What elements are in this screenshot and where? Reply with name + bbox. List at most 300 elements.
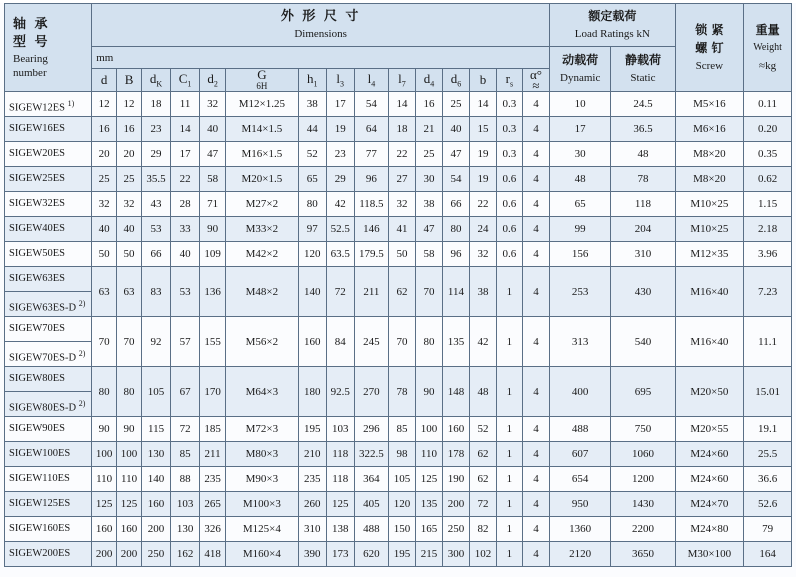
cell-alpha: 4: [522, 117, 549, 142]
cell-d4: 58: [415, 242, 442, 267]
cell-l4: 211: [354, 267, 388, 317]
cell-C1: 14: [171, 117, 200, 142]
bearing-model-cell: SIGEW70ES SIGEW70ES-D $^{2)}$: [5, 317, 92, 367]
cell-rs: 0.3: [496, 142, 522, 167]
cell-d6: 47: [442, 142, 469, 167]
cell-dK: 160: [142, 492, 171, 517]
cell-rs: 1: [496, 442, 522, 467]
cell-weight: 15.01: [744, 367, 792, 417]
cell-B: 110: [117, 467, 142, 492]
table-row: [5, 242, 792, 267]
cell-d4: 47: [415, 217, 442, 242]
cell-rs: 1: [496, 542, 522, 567]
cell-l3: 92.5: [326, 367, 354, 417]
cell-d4: 30: [415, 167, 442, 192]
cell-B: 40: [117, 217, 142, 242]
cell-b: 62: [469, 442, 496, 467]
cell-C1: 130: [171, 517, 200, 542]
cell-l4: 296: [354, 417, 388, 442]
cell-B: 70: [117, 317, 142, 367]
bearing-model-cell: SIGEW32ES: [5, 192, 92, 217]
cell-d4: 25: [415, 142, 442, 167]
cell-l4: 620: [354, 542, 388, 567]
cell-alpha: 4: [522, 317, 549, 367]
cell-h1: 38: [298, 92, 326, 117]
cell-l7: 14: [389, 92, 416, 117]
cell-stat: 750: [611, 417, 675, 442]
cell-d2: 170: [200, 367, 226, 417]
weight-header: [744, 4, 792, 92]
cell-l7: 62: [389, 267, 416, 317]
cell-l3: 29: [326, 167, 354, 192]
cell-l3: 118: [326, 467, 354, 492]
cell-d: 16: [92, 117, 117, 142]
cell-B: 90: [117, 417, 142, 442]
cell-d2: 211: [200, 442, 226, 467]
cell-l4: 54: [354, 92, 388, 117]
col-h1: $h_1$: [298, 69, 326, 92]
cell-d: 80: [92, 367, 117, 417]
cell-dyn: 607: [550, 442, 611, 467]
table-row: [5, 192, 792, 217]
cell-C1: 28: [171, 192, 200, 217]
cell-weight: 2.18: [744, 217, 792, 242]
cell-l3: 138: [326, 517, 354, 542]
cell-h1: 44: [298, 117, 326, 142]
cell-rs: 1: [496, 467, 522, 492]
weight-en: Weight: [753, 41, 782, 53]
cell-l7: 70: [389, 317, 416, 367]
cell-d6: 80: [442, 217, 469, 242]
cell-weight: 19.1: [744, 417, 792, 442]
cell-d2: 326: [200, 517, 226, 542]
cell-dK: 53: [142, 217, 171, 242]
cell-b: 62: [469, 467, 496, 492]
cell-d: 100: [92, 442, 117, 467]
cell-C1: 72: [171, 417, 200, 442]
table-row: [5, 367, 792, 417]
static-header: [611, 47, 675, 92]
cell-G: M56×2: [226, 317, 299, 367]
cell-l4: 77: [354, 142, 388, 167]
col-dK: $d_K$: [142, 69, 171, 92]
screw-en: Screw: [695, 59, 724, 72]
cell-C1: 33: [171, 217, 200, 242]
cell-C1: 88: [171, 467, 200, 492]
cell-d: 25: [92, 167, 117, 192]
cell-h1: 180: [298, 367, 326, 417]
cell-alpha: 4: [522, 417, 549, 442]
cell-G: M90×3: [226, 467, 299, 492]
cell-l4: 245: [354, 317, 388, 367]
cell-stat: 36.5: [611, 117, 675, 142]
cell-rs: 0.6: [496, 167, 522, 192]
cell-alpha: 4: [522, 467, 549, 492]
table-row: [5, 267, 792, 317]
cell-dyn: 1360: [550, 517, 611, 542]
cell-b: 102: [469, 542, 496, 567]
bearing-model-cell: SIGEW90ES: [5, 417, 92, 442]
cell-B: 125: [117, 492, 142, 517]
cell-d: 125: [92, 492, 117, 517]
cell-l3: 42: [326, 192, 354, 217]
cell-rs: 0.6: [496, 192, 522, 217]
cell-B: 200: [117, 542, 142, 567]
cell-l3: 52.5: [326, 217, 354, 242]
cell-weight: 0.11: [744, 92, 792, 117]
cell-C1: 67: [171, 367, 200, 417]
cell-l4: 64: [354, 117, 388, 142]
cell-rs: 1: [496, 267, 522, 317]
cell-G: M160×4: [226, 542, 299, 567]
cell-d4: 125: [415, 467, 442, 492]
bearing-model-cell: SIGEW160ES: [5, 517, 92, 542]
cell-d6: 300: [442, 542, 469, 567]
bearing-cn-line2: 型 号: [13, 34, 50, 50]
cell-l4: 270: [354, 367, 388, 417]
cell-b: 15: [469, 117, 496, 142]
cell-h1: 195: [298, 417, 326, 442]
cell-C1: 57: [171, 317, 200, 367]
cell-l3: 19: [326, 117, 354, 142]
cell-alpha: 4: [522, 267, 549, 317]
cell-b: 48: [469, 367, 496, 417]
cell-screw: M12×35: [675, 242, 744, 267]
cell-d4: 38: [415, 192, 442, 217]
cell-h1: 140: [298, 267, 326, 317]
cell-rs: 1: [496, 517, 522, 542]
cell-stat: 2200: [611, 517, 675, 542]
cell-d: 160: [92, 517, 117, 542]
cell-B: 20: [117, 142, 142, 167]
cell-B: 25: [117, 167, 142, 192]
dimensions-header: [92, 4, 550, 47]
col-b: b: [469, 69, 496, 92]
table-row: [5, 542, 792, 567]
cell-d2: 109: [200, 242, 226, 267]
cell-dyn: 253: [550, 267, 611, 317]
cell-screw: M8×20: [675, 142, 744, 167]
cell-dyn: 488: [550, 417, 611, 442]
cell-G: M16×1.5: [226, 142, 299, 167]
cell-h1: 210: [298, 442, 326, 467]
cell-d4: 21: [415, 117, 442, 142]
cell-rs: 1: [496, 367, 522, 417]
cell-h1: 390: [298, 542, 326, 567]
cell-d6: 96: [442, 242, 469, 267]
cell-C1: 11: [171, 92, 200, 117]
cell-alpha: 4: [522, 542, 549, 567]
weight-cn: 重量: [755, 22, 780, 37]
cell-d4: 90: [415, 367, 442, 417]
bearing-model-cell: SIGEW110ES: [5, 467, 92, 492]
cell-d2: 58: [200, 167, 226, 192]
cell-d2: 418: [200, 542, 226, 567]
cell-dyn: 2120: [550, 542, 611, 567]
cell-B: 80: [117, 367, 142, 417]
cell-alpha: 4: [522, 242, 549, 267]
cell-h1: 97: [298, 217, 326, 242]
table-header: [5, 4, 792, 92]
bearing-model-cell: SIGEW12ES $^{1)}$: [5, 92, 92, 117]
cell-dK: 35.5: [142, 167, 171, 192]
cell-alpha: 4: [522, 442, 549, 467]
load-ratings-en: Load Ratings kN: [574, 28, 650, 40]
cell-d6: 190: [442, 467, 469, 492]
cell-weight: 1.15: [744, 192, 792, 217]
cell-dK: 66: [142, 242, 171, 267]
cell-alpha: 4: [522, 217, 549, 242]
cell-b: 19: [469, 142, 496, 167]
screw-cn-line1: 锁 紧: [695, 22, 724, 37]
table-body: [5, 92, 792, 567]
col-d4: $d_4$: [415, 69, 442, 92]
cell-l7: 120: [389, 492, 416, 517]
dimensions-cn: 外 形 尺 寸: [280, 9, 361, 24]
cell-alpha: 4: [522, 492, 549, 517]
dynamic-cn: 动载荷: [562, 53, 599, 67]
cell-G: M125×4: [226, 517, 299, 542]
cell-h1: 310: [298, 517, 326, 542]
table-row: [5, 117, 792, 142]
table-row: [5, 517, 792, 542]
cell-l7: 85: [389, 417, 416, 442]
cell-l4: 179.5: [354, 242, 388, 267]
cell-l7: 78: [389, 367, 416, 417]
cell-stat: 78: [611, 167, 675, 192]
table-row: [5, 317, 792, 367]
cell-l3: 23: [326, 142, 354, 167]
cell-screw: M8×20: [675, 167, 744, 192]
cell-rs: 0.6: [496, 242, 522, 267]
cell-screw: M20×55: [675, 417, 744, 442]
cell-stat: 24.5: [611, 92, 675, 117]
cell-b: 22: [469, 192, 496, 217]
cell-d2: 235: [200, 467, 226, 492]
cell-l4: 96: [354, 167, 388, 192]
col-C1: $C_1$: [171, 69, 200, 92]
cell-B: 160: [117, 517, 142, 542]
cell-screw: M24×70: [675, 492, 744, 517]
cell-d2: 40: [200, 117, 226, 142]
cell-d2: 136: [200, 267, 226, 317]
cell-l4: 322.5: [354, 442, 388, 467]
cell-screw: M10×25: [675, 217, 744, 242]
cell-dK: 29: [142, 142, 171, 167]
col-l4: $l_4$: [354, 69, 388, 92]
cell-C1: 17: [171, 142, 200, 167]
table-row: [5, 417, 792, 442]
cell-weight: 7.23: [744, 267, 792, 317]
cell-l7: 22: [389, 142, 416, 167]
cell-screw: M5×16: [675, 92, 744, 117]
cell-dK: 105: [142, 367, 171, 417]
cell-d6: 160: [442, 417, 469, 442]
cell-b: 82: [469, 517, 496, 542]
bearing-model-cell: SIGEW25ES: [5, 167, 92, 192]
cell-stat: 310: [611, 242, 675, 267]
cell-d6: 200: [442, 492, 469, 517]
cell-l3: 84: [326, 317, 354, 367]
cell-G: M20×1.5: [226, 167, 299, 192]
cell-dyn: 10: [550, 92, 611, 117]
cell-d: 12: [92, 92, 117, 117]
cell-l7: 150: [389, 517, 416, 542]
cell-l3: 17: [326, 92, 354, 117]
cell-weight: 25.5: [744, 442, 792, 467]
cell-stat: 1430: [611, 492, 675, 517]
cell-d6: 178: [442, 442, 469, 467]
cell-screw: M16×40: [675, 317, 744, 367]
bearing-cn-line1: 轴 承: [13, 16, 50, 32]
dynamic-en: Dynamic: [560, 72, 601, 84]
cell-alpha: 4: [522, 192, 549, 217]
cell-dyn: 17: [550, 117, 611, 142]
cell-dK: 115: [142, 417, 171, 442]
cell-weight: 164: [744, 542, 792, 567]
cell-dyn: 400: [550, 367, 611, 417]
cell-d6: 66: [442, 192, 469, 217]
cell-l7: 195: [389, 542, 416, 567]
cell-l7: 105: [389, 467, 416, 492]
cell-dK: 92: [142, 317, 171, 367]
cell-d2: 90: [200, 217, 226, 242]
cell-dK: 43: [142, 192, 171, 217]
cell-weight: 11.1: [744, 317, 792, 367]
cell-screw: M24×60: [675, 442, 744, 467]
cell-d4: 135: [415, 492, 442, 517]
col-d2: $d_2$: [200, 69, 226, 92]
cell-dyn: 313: [550, 317, 611, 367]
cell-l4: 364: [354, 467, 388, 492]
bearing-en-line2: number: [13, 66, 47, 79]
col-l3: $l_3$: [326, 69, 354, 92]
cell-dK: 140: [142, 467, 171, 492]
cell-weight: 0.62: [744, 167, 792, 192]
cell-C1: 53: [171, 267, 200, 317]
bearing-model-cell: SIGEW40ES: [5, 217, 92, 242]
col-d6: $d_6$: [442, 69, 469, 92]
cell-G: M48×2: [226, 267, 299, 317]
cell-rs: 0.3: [496, 117, 522, 142]
col-d: d: [92, 69, 117, 92]
cell-dK: 200: [142, 517, 171, 542]
cell-dyn: 99: [550, 217, 611, 242]
cell-h1: 80: [298, 192, 326, 217]
static-en: Static: [630, 72, 656, 84]
cell-G: M42×2: [226, 242, 299, 267]
cell-d4: 215: [415, 542, 442, 567]
cell-weight: 79: [744, 517, 792, 542]
cell-d6: 54: [442, 167, 469, 192]
cell-d: 20: [92, 142, 117, 167]
cell-b: 72: [469, 492, 496, 517]
bearing-model-cell: SIGEW20ES: [5, 142, 92, 167]
cell-d: 70: [92, 317, 117, 367]
cell-d: 32: [92, 192, 117, 217]
cell-b: 24: [469, 217, 496, 242]
cell-dK: 23: [142, 117, 171, 142]
cell-G: M12×1.25: [226, 92, 299, 117]
cell-stat: 1200: [611, 467, 675, 492]
cell-stat: 1060: [611, 442, 675, 467]
bearing-model-cell: SIGEW125ES: [5, 492, 92, 517]
cell-h1: 160: [298, 317, 326, 367]
cell-G: M64×3: [226, 367, 299, 417]
cell-B: 12: [117, 92, 142, 117]
cell-l3: 173: [326, 542, 354, 567]
cell-d2: 47: [200, 142, 226, 167]
cell-stat: 3650: [611, 542, 675, 567]
cell-dyn: 48: [550, 167, 611, 192]
cell-screw: M24×80: [675, 517, 744, 542]
cell-B: 16: [117, 117, 142, 142]
cell-b: 52: [469, 417, 496, 442]
cell-rs: 1: [496, 492, 522, 517]
cell-l7: 18: [389, 117, 416, 142]
cell-screw: M24×60: [675, 467, 744, 492]
weight-unit: ≈kg: [759, 59, 777, 72]
dimensions-en: Dimensions: [294, 28, 347, 40]
table-row: [5, 167, 792, 192]
cell-l3: 118: [326, 442, 354, 467]
bearing-model-cell: SIGEW80ES SIGEW80ES-D $^{2)}$: [5, 367, 92, 417]
cell-stat: 118: [611, 192, 675, 217]
cell-d: 110: [92, 467, 117, 492]
cell-h1: 235: [298, 467, 326, 492]
table-row: [5, 92, 792, 117]
cell-l7: 98: [389, 442, 416, 467]
cell-h1: 65: [298, 167, 326, 192]
cell-l3: 63.5: [326, 242, 354, 267]
cell-l7: 41: [389, 217, 416, 242]
cell-l3: 103: [326, 417, 354, 442]
cell-dK: 18: [142, 92, 171, 117]
cell-l4: 146: [354, 217, 388, 242]
table-row: [5, 467, 792, 492]
cell-G: M100×3: [226, 492, 299, 517]
cell-d: 40: [92, 217, 117, 242]
bearing-model-cell: SIGEW16ES: [5, 117, 92, 142]
cell-d6: 114: [442, 267, 469, 317]
cell-C1: 22: [171, 167, 200, 192]
cell-dyn: 654: [550, 467, 611, 492]
cell-C1: 162: [171, 542, 200, 567]
table-row: [5, 492, 792, 517]
cell-l7: 27: [389, 167, 416, 192]
cell-rs: 1: [496, 417, 522, 442]
cell-weight: 0.35: [744, 142, 792, 167]
cell-d: 200: [92, 542, 117, 567]
cell-d: 50: [92, 242, 117, 267]
cell-alpha: 4: [522, 92, 549, 117]
cell-weight: 0.20: [744, 117, 792, 142]
bearing-en-line1: Bearing: [13, 52, 48, 65]
cell-G: M33×2: [226, 217, 299, 242]
cell-G: M27×2: [226, 192, 299, 217]
cell-l3: 125: [326, 492, 354, 517]
cell-alpha: 4: [522, 167, 549, 192]
cell-dyn: 30: [550, 142, 611, 167]
bearing-model-cell: SIGEW50ES: [5, 242, 92, 267]
cell-dyn: 950: [550, 492, 611, 517]
screw-header: [675, 4, 744, 92]
bearing-number-header: [5, 4, 92, 92]
bearing-model-cell: SIGEW100ES: [5, 442, 92, 467]
cell-stat: 695: [611, 367, 675, 417]
cell-stat: 48: [611, 142, 675, 167]
cell-l3: 72: [326, 267, 354, 317]
